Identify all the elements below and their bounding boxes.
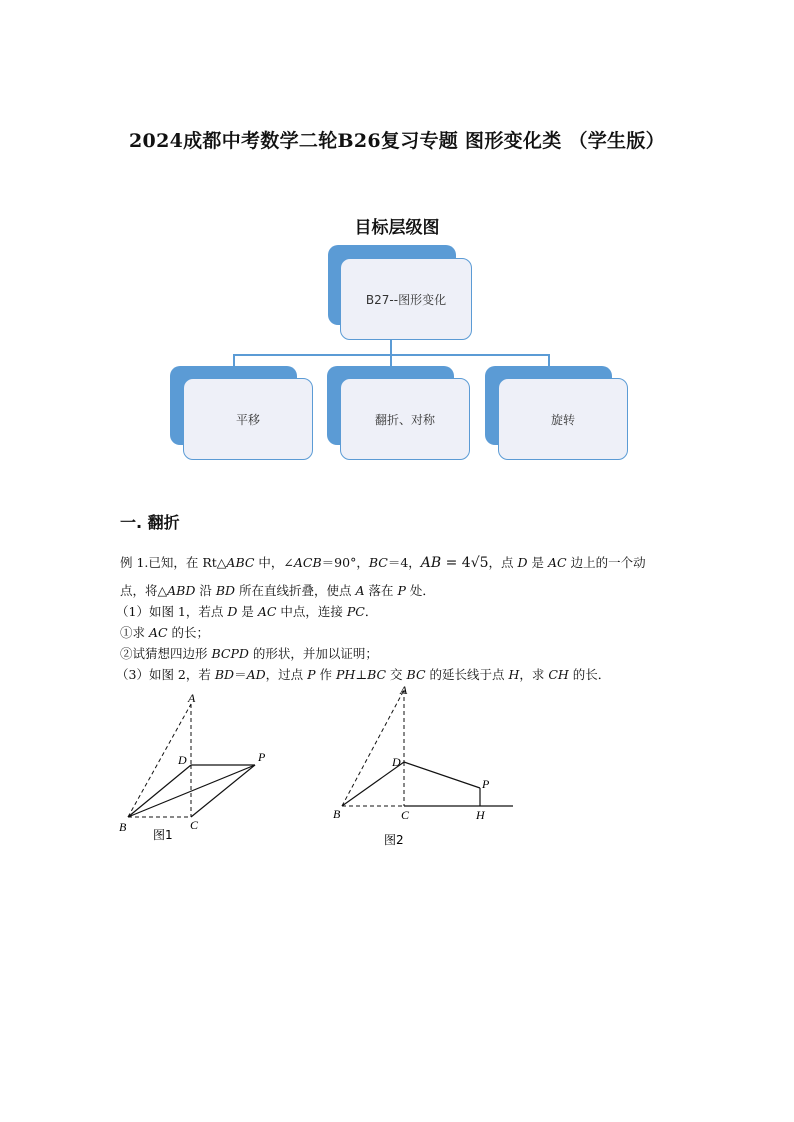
text: 交 — [386, 667, 407, 682]
text: ＝90°， — [321, 555, 369, 570]
math-sqrt: = 4√5 — [441, 555, 489, 571]
text: 作 — [315, 667, 337, 682]
question-1-ii — [120, 648, 378, 661]
text: 落在 — [364, 583, 398, 598]
connector-middle — [390, 354, 392, 366]
text: ，过点 — [265, 667, 308, 682]
connector-horizontal — [233, 354, 550, 356]
label-B: B — [333, 807, 341, 821]
text: ＝4， — [387, 555, 421, 570]
child-node-fold: 翻折、对称 — [340, 378, 470, 460]
text: 的形状，并加以证明； — [248, 646, 378, 661]
text: （1）如图 1，若点 — [116, 604, 228, 619]
child-node-rotate: 旋转 — [498, 378, 628, 460]
text: BC — [367, 667, 387, 682]
text: 边上的一个动 — [566, 555, 646, 570]
text: 是 — [527, 555, 549, 570]
text: BD — [214, 667, 235, 682]
line-PC — [191, 765, 255, 817]
diagram-title: 目标层级图 — [354, 218, 440, 238]
section-heading: 一. 翻折 — [120, 513, 180, 532]
text: P — [397, 583, 406, 598]
text: ，点 — [488, 555, 518, 570]
label-D: D — [178, 753, 187, 767]
line-AB — [342, 690, 404, 806]
text: PC — [346, 604, 365, 619]
label-D: D — [392, 755, 401, 769]
text: 是 — [237, 604, 258, 619]
text: 中点，连接 — [276, 604, 347, 619]
problem-line-2 — [120, 585, 435, 598]
text: 中，∠ — [254, 555, 294, 570]
text: AC — [257, 604, 277, 619]
label-A: A — [400, 683, 408, 697]
text: ． — [364, 604, 378, 619]
text: BCPD — [211, 646, 249, 661]
text: H — [508, 667, 520, 682]
text: 所在直线折叠，使点 — [235, 583, 356, 598]
text: 沿 — [195, 583, 216, 598]
document-title: 2024成都中考数学二轮B26复习专题 图形变化类 （学生版） — [129, 130, 665, 152]
text: ①求 — [120, 625, 149, 640]
figure-2 — [325, 680, 525, 855]
question-1 — [116, 606, 377, 619]
text: ＝ — [234, 667, 247, 682]
label-B: B — [119, 820, 127, 834]
label-C: C — [401, 808, 410, 822]
line-BD — [128, 765, 191, 817]
child-node-translate: 平移 — [183, 378, 313, 460]
text: 的长． — [568, 667, 611, 682]
label-A: A — [188, 691, 196, 705]
label-P: P — [258, 750, 266, 764]
figure-2-caption: 图2 — [384, 833, 404, 847]
text: A — [355, 583, 365, 598]
text: BD — [215, 583, 236, 598]
text: 的长； — [167, 625, 210, 640]
text: ABD — [167, 583, 196, 598]
text: ABC — [226, 555, 255, 570]
root-node: B27--图形变化 — [340, 258, 472, 340]
text: PH — [336, 667, 356, 682]
text: AC — [148, 625, 168, 640]
text: 例 1.已知，在 Rt△ — [120, 555, 227, 570]
text: ②试猜想四边形 — [120, 646, 212, 661]
text: ⊥ — [355, 667, 368, 682]
text: D — [227, 604, 238, 619]
figure-1 — [110, 690, 280, 850]
text: ，求 — [519, 667, 549, 682]
label-C: C — [190, 818, 199, 832]
connector-root — [390, 340, 392, 354]
text: BC — [406, 667, 426, 682]
text: AD — [246, 667, 266, 682]
text: AC — [548, 555, 567, 570]
line-DP — [404, 762, 480, 788]
text: （3）如图 2，若 — [116, 667, 215, 682]
text: 处． — [405, 583, 435, 598]
text: P — [307, 667, 316, 682]
problem-line-1 — [120, 556, 646, 570]
label-P: P — [482, 777, 490, 791]
label-H: H — [476, 808, 485, 822]
figure-1-caption: 图1 — [153, 828, 173, 842]
text: BC — [368, 555, 388, 570]
text: 点，将△ — [120, 583, 168, 598]
question-1-i — [120, 627, 209, 640]
math-ab: AB — [420, 555, 442, 571]
connector-left — [233, 354, 235, 366]
text: D — [517, 555, 528, 570]
text: ACB — [293, 555, 322, 570]
text: 的延长线于点 — [425, 667, 509, 682]
connector-right — [548, 354, 550, 366]
text: CH — [548, 667, 569, 682]
